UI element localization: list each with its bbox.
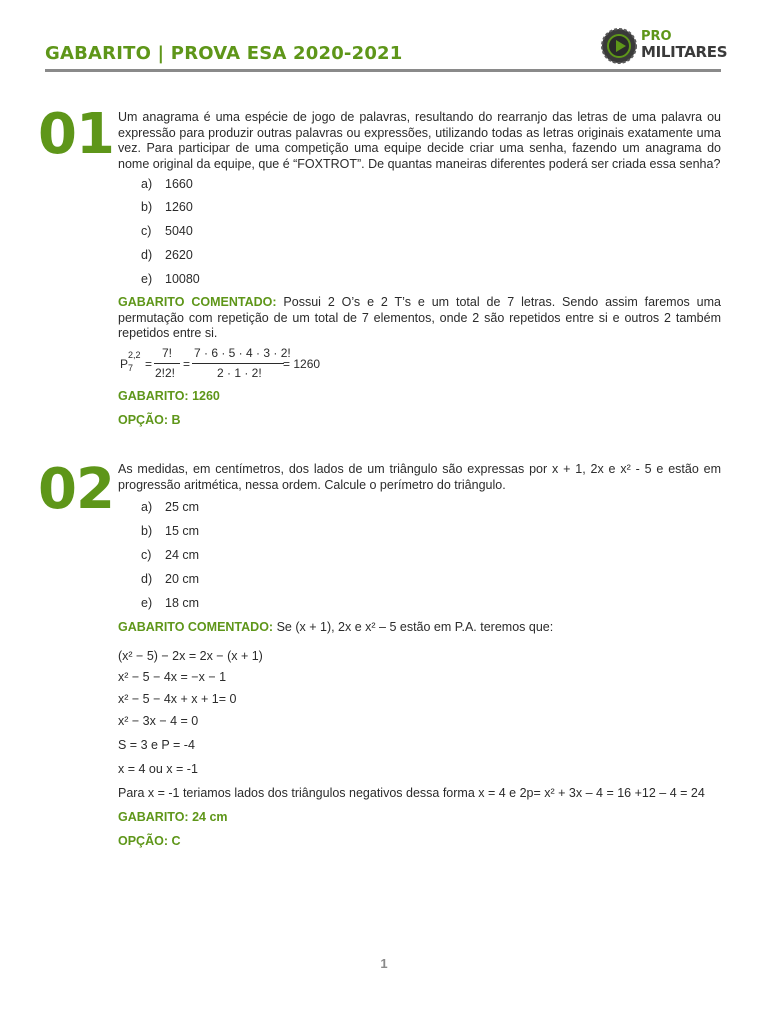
option-text: 20 cm — [165, 572, 200, 586]
option-text: 10080 — [165, 272, 200, 286]
sum-product-line: S = 3 e P = -4 — [118, 738, 195, 752]
question-number-1: 01 — [38, 102, 114, 167]
q2-option-c — [141, 548, 199, 562]
option-letter: b) — [141, 524, 153, 538]
q2-option-a — [141, 500, 199, 514]
option-letter: a) — [141, 500, 153, 514]
q2-option-d — [141, 572, 199, 586]
formula-subscript: 7 — [128, 363, 134, 373]
option-text: 25 cm — [165, 500, 200, 514]
logo-text-pro: PRO — [641, 29, 672, 44]
q1-option-answer: OPÇÃO: B — [118, 413, 181, 427]
comment-label: GABARITO COMENTADO: — [118, 295, 277, 309]
q1-option-c — [141, 224, 193, 238]
option-letter: c) — [141, 548, 152, 562]
comment-text: Possui 2 O’s e 2 T’s e um total de 7 letras. Sendo assim faremos uma permutação com repetição de um total de 7 elementos, onde 2 são repetidos entre si e outros 2 também repetidos entre si. — [118, 295, 721, 340]
formula-p: P — [120, 357, 129, 371]
equation-step-3: x² − 5 − 4x + x + 1= 0 — [118, 692, 237, 706]
logo-play-icon — [600, 27, 638, 65]
option-letter: b) — [141, 200, 153, 214]
formula-numerator-1: 7! — [162, 346, 173, 360]
option-text: 15 cm — [165, 524, 200, 538]
formula-result: = 1260 — [283, 357, 321, 371]
option-letter: c) — [141, 224, 152, 238]
option-letter: e) — [141, 596, 153, 610]
fraction-bar — [192, 363, 284, 364]
q1-comment — [118, 295, 721, 342]
promilitares-logo — [600, 26, 728, 68]
conclusion-line: Para x = -1 teriamos lados dos triângulos negativos dessa forma x = 4 e 2p= x² + 3x – 4 = 16 +12 – 4 = 24 — [118, 786, 705, 800]
q2-option-e — [141, 596, 199, 610]
option-text: 1660 — [165, 177, 193, 191]
question-1-text: Um anagrama é uma espécie de jogo de palavras, resultando do rearranjo das letras de uma palavra ou expressão para produzir outras palavras ou expressões, utilizando todas as letras originais exatamente uma vez. Para participar de uma competição uma equipe decide criar uma senha, fazendo um anagrama do nome original da equipe, que é “FOXTROT”. De quantas maneiras diferentes poderá ser criada essa senha? — [118, 110, 721, 171]
option-text: 2620 — [165, 248, 193, 262]
equation-step-2: x² − 5 − 4x = −x − 1 — [118, 670, 227, 684]
q1-option-d — [141, 248, 193, 262]
formula-denominator-1: 2!2! — [155, 366, 176, 380]
formula-denominator-2: 2 · 1 · 2! — [217, 366, 262, 380]
option-letter: d) — [141, 572, 153, 586]
equation-step-4: x² − 3x − 4 = 0 — [118, 714, 199, 728]
formula-equals-2: = — [183, 357, 191, 371]
q2-answer: GABARITO: 24 cm — [118, 810, 228, 824]
option-text: 24 cm — [165, 548, 200, 562]
q1-answer: GABARITO: 1260 — [118, 389, 220, 403]
page-title: GABARITO | PROVA ESA 2020-2021 — [45, 43, 403, 64]
header-divider — [45, 69, 721, 72]
formula-superscript: 2,2 — [128, 350, 141, 360]
permutation-formula — [118, 346, 348, 382]
q2-option-b — [141, 524, 199, 538]
question-2-text: As medidas, em centímetros, dos lados de um triângulo são expressas por x + 1, 2x e x² - 5 e estão em progressão aritmética, nessa ordem. Calcule o perímetro do triângulo. — [118, 462, 721, 492]
option-letter: e) — [141, 272, 153, 286]
q1-option-b — [141, 200, 193, 214]
question-number-2: 02 — [38, 457, 114, 522]
option-text: 5040 — [165, 224, 193, 238]
option-letter: a) — [141, 177, 153, 191]
q2-option-answer: OPÇÃO: C — [118, 834, 181, 848]
comment-label: GABARITO COMENTADO: — [118, 620, 274, 634]
q1-option-e — [141, 272, 200, 286]
logo-text-militares: MILITARES — [641, 43, 728, 61]
option-letter: d) — [141, 248, 153, 262]
page-number: 1 — [380, 956, 388, 971]
option-text: 18 cm — [165, 596, 200, 610]
q2-comment — [118, 620, 553, 634]
formula-equals-1: = — [145, 357, 153, 371]
equation-step-1: (x² − 5) − 2x = 2x − (x + 1) — [118, 649, 263, 663]
option-text: 1260 — [165, 200, 193, 214]
comment-text: Se (x + 1), 2x e x² – 5 estão em P.A. teremos que: — [273, 620, 554, 634]
q1-option-a — [141, 177, 193, 191]
roots-line: x = 4 ou x = -1 — [118, 762, 198, 776]
fraction-bar — [154, 363, 180, 364]
formula-numerator-2: 7 · 6 · 5 · 4 · 3 · 2! — [194, 346, 291, 360]
